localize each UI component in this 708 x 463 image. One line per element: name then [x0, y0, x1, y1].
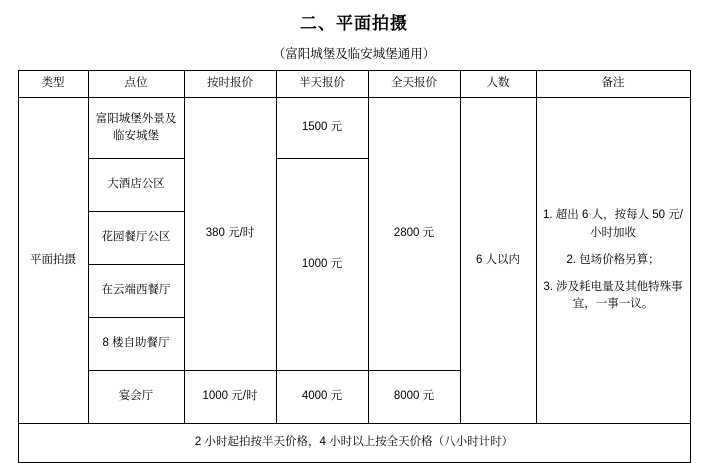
- cell-remarks: [536, 98, 690, 424]
- table-body: [18, 98, 690, 463]
- cell-hourly-380: 380 元/时: [184, 98, 276, 371]
- remark-line-1: 1. 超出 6 人，按每人 50 元/小时加收: [543, 209, 683, 239]
- cell-spot-cloud-western-restaurant: 在云端西餐厅: [88, 265, 184, 318]
- header-type: 类型: [18, 71, 88, 98]
- table-header-row: [18, 71, 690, 98]
- header-hourly-price: 按时报价: [184, 71, 276, 98]
- cell-footer-note: 2 小时起拍按半天价格，4 小时以上按全天价格（八小时计时）: [18, 424, 690, 463]
- header-full-day-price: 全天报价: [368, 71, 460, 98]
- table-row: [18, 98, 690, 159]
- cell-spot-castle-exterior: 富阳城堡外景及临安城堡: [88, 98, 184, 159]
- cell-banquet-hourly: 1000 元/时: [184, 371, 276, 424]
- table-footer-row: [18, 424, 690, 463]
- cell-banquet-half-day: 4000 元: [276, 371, 368, 424]
- page-title: 二、平面拍摄: [300, 14, 408, 33]
- table-header: [18, 71, 690, 98]
- page-subtitle: （富阳城堡及临安城堡通用）: [272, 47, 436, 61]
- header-half-day-price: 半天报价: [276, 71, 368, 98]
- cell-half-day-1500: 1500 元: [276, 98, 368, 159]
- remark-line-2: 2. 包场价格另算；: [566, 253, 660, 266]
- header-people-count: 人数: [460, 71, 536, 98]
- cell-spot-hotel-public-area: 大酒店公区: [88, 159, 184, 212]
- cell-banquet-full-day: 8000 元: [368, 371, 460, 424]
- remark-line-3: 3. 涉及耗电量及其他特殊事宜，一事一议。: [543, 281, 683, 311]
- cell-spot-8f-buffet: 8 楼自助餐厅: [88, 318, 184, 371]
- cell-people-within-6: 6 人以内: [460, 98, 536, 424]
- document-page: [0, 9, 708, 449]
- cell-half-day-1000: 1000 元: [276, 159, 368, 371]
- cell-spot-garden-restaurant: 花园餐厅公区: [88, 212, 184, 265]
- cell-full-day-2800: 2800 元: [368, 98, 460, 371]
- cell-type-flat-shooting: 平面拍摄: [18, 98, 88, 424]
- header-remarks: 备注: [536, 71, 690, 98]
- cell-spot-banquet-hall: 宴会厅: [88, 371, 184, 424]
- header-spot: 点位: [88, 71, 184, 98]
- pricing-table: [18, 70, 691, 463]
